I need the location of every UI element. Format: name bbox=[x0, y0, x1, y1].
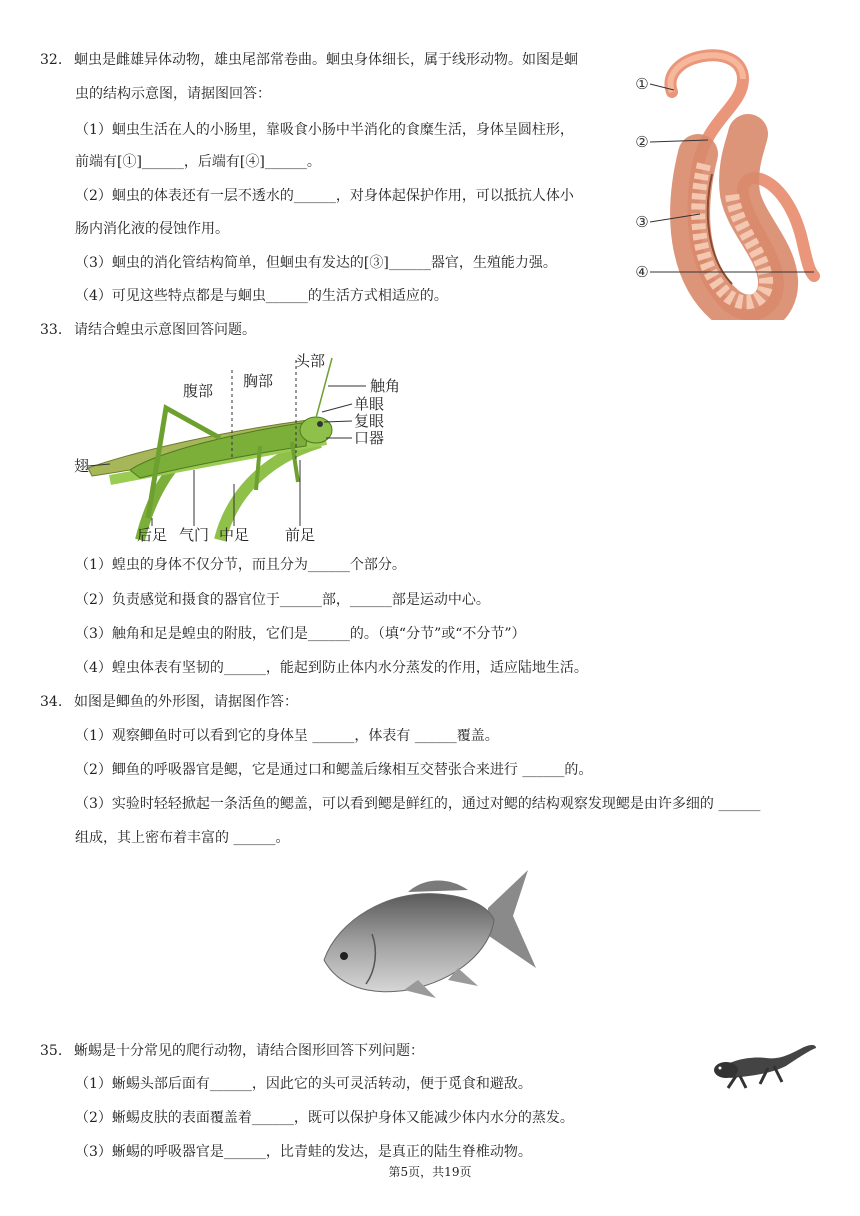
q33-number: 33. bbox=[40, 322, 63, 338]
q34-number: 34. bbox=[40, 694, 63, 710]
locust-label-head: 头部 bbox=[294, 352, 326, 370]
q32-part1-line1: （1）蛔虫生活在人的小肠里，靠吸食小肠中半消化的食糜生活，身体呈圆柱形， bbox=[75, 122, 574, 138]
locust-figure bbox=[70, 350, 410, 546]
q32-part4: （4）可见这些特点都是与蛔虫______的生活方式相适应的。 bbox=[75, 288, 448, 304]
q32-number: 32. bbox=[40, 52, 63, 68]
locust-label-hind-leg: 后足 bbox=[136, 526, 168, 544]
locust-label-compound-eye: 复眼 bbox=[354, 412, 385, 430]
roundworm-label-4: ④ bbox=[635, 263, 649, 281]
q32-part1-line2: 前端有[①]______，后端有[④]______。 bbox=[75, 154, 321, 170]
q33-part1: （1）蝗虫的身体不仅分节，而且分为______个部分。 bbox=[75, 557, 406, 573]
q32-part2-line2: 肠内消化液的侵蚀作用。 bbox=[75, 221, 229, 237]
roundworm-label-1: ① bbox=[635, 75, 649, 93]
locust-label-wing: 翅 bbox=[74, 457, 90, 475]
q35-part1: （1）蜥蜴头部后面有______，因此它的头可灵活转动，便于觅食和避敌。 bbox=[75, 1076, 532, 1092]
q34-part1: （1）观察鲫鱼时可以看到它的身体呈 ______，体表有 ______覆盖。 bbox=[75, 728, 499, 744]
page-footer: 第5页，共19页 bbox=[388, 1165, 472, 1179]
roundworm-label-2: ② bbox=[635, 133, 649, 151]
q33-part4: （4）蝗虫体表有坚韧的______，能起到防止体内水分蒸发的作用，适应陆地生活。 bbox=[75, 660, 588, 676]
q32-stem-line2: 虫的结构示意图，请据图回答： bbox=[75, 86, 271, 102]
locust-label-fore-leg: 前足 bbox=[284, 526, 316, 544]
locust-label-abdomen: 腹部 bbox=[182, 382, 214, 400]
q35-stem: 35. 蜥蜴是十分常见的爬行动物，请结合图形回答下列问题： bbox=[40, 1043, 424, 1059]
q33-part2: （2）负责感觉和摄食的器官位于______部，______部是运动中心。 bbox=[75, 592, 490, 608]
locust-label-mid-leg: 中足 bbox=[218, 526, 250, 544]
q33-part3: （3）触角和足是蝗虫的附肢，它们是______的。（填“分节”或“不分节”） bbox=[75, 626, 526, 642]
crucian-carp-figure bbox=[318, 850, 540, 1000]
q34-part3-line2: 组成，其上密布着丰富的 ______。 bbox=[75, 830, 290, 846]
q32-part3: （3）蛔虫的消化管结构简单，但蛔虫有发达的[③]______器官，生殖能力强。 bbox=[75, 255, 557, 271]
q35-part3: （3）蜥蜴的呼吸器官是______，比青蛙的发达，是真正的陆生脊椎动物。 bbox=[75, 1144, 532, 1160]
locust-label-spiracle: 气门 bbox=[178, 526, 210, 544]
q32-stem-line1: 32. 蛔虫是雌雄异体动物，雄虫尾部常卷曲。蛔虫身体细长，属于线形动物。如图是蛔 bbox=[40, 52, 578, 68]
locust-label-thorax: 胸部 bbox=[242, 372, 274, 390]
locust-label-mouthparts: 口器 bbox=[354, 429, 385, 447]
locust-label-antenna: 触角 bbox=[370, 377, 401, 395]
q35-part2: （2）蜥蜴皮肤的表面覆盖着______，既可以保护身体又能减少体内水分的蒸发。 bbox=[75, 1110, 574, 1126]
q35-number: 35. bbox=[40, 1043, 63, 1059]
roundworm-figure bbox=[628, 44, 820, 320]
q34-stem: 34. 如图是鲫鱼的外形图，请据图作答： bbox=[40, 694, 298, 710]
locust-label-ocellus: 单眼 bbox=[354, 395, 385, 413]
q34-part2: （2）鲫鱼的呼吸器官是鳃，它是通过口和鳃盖后缘相互交替张合来进行 ______的。 bbox=[75, 762, 593, 778]
lizard-figure bbox=[710, 1030, 818, 1092]
q34-part3-line1: （3）实验时轻轻掀起一条活鱼的鳃盖，可以看到鳃是鲜红的，通过对鳃的结构观察发现鳃是由许多细的 ______ bbox=[75, 796, 761, 812]
roundworm-label-3: ③ bbox=[635, 213, 649, 231]
q33-stem: 33. 请结合蝗虫示意图回答问题。 bbox=[40, 322, 256, 338]
q32-part2-line1: （2）蛔虫的体表还有一层不透水的______，对身体起保护作用，可以抵抗人体小 bbox=[75, 188, 574, 204]
